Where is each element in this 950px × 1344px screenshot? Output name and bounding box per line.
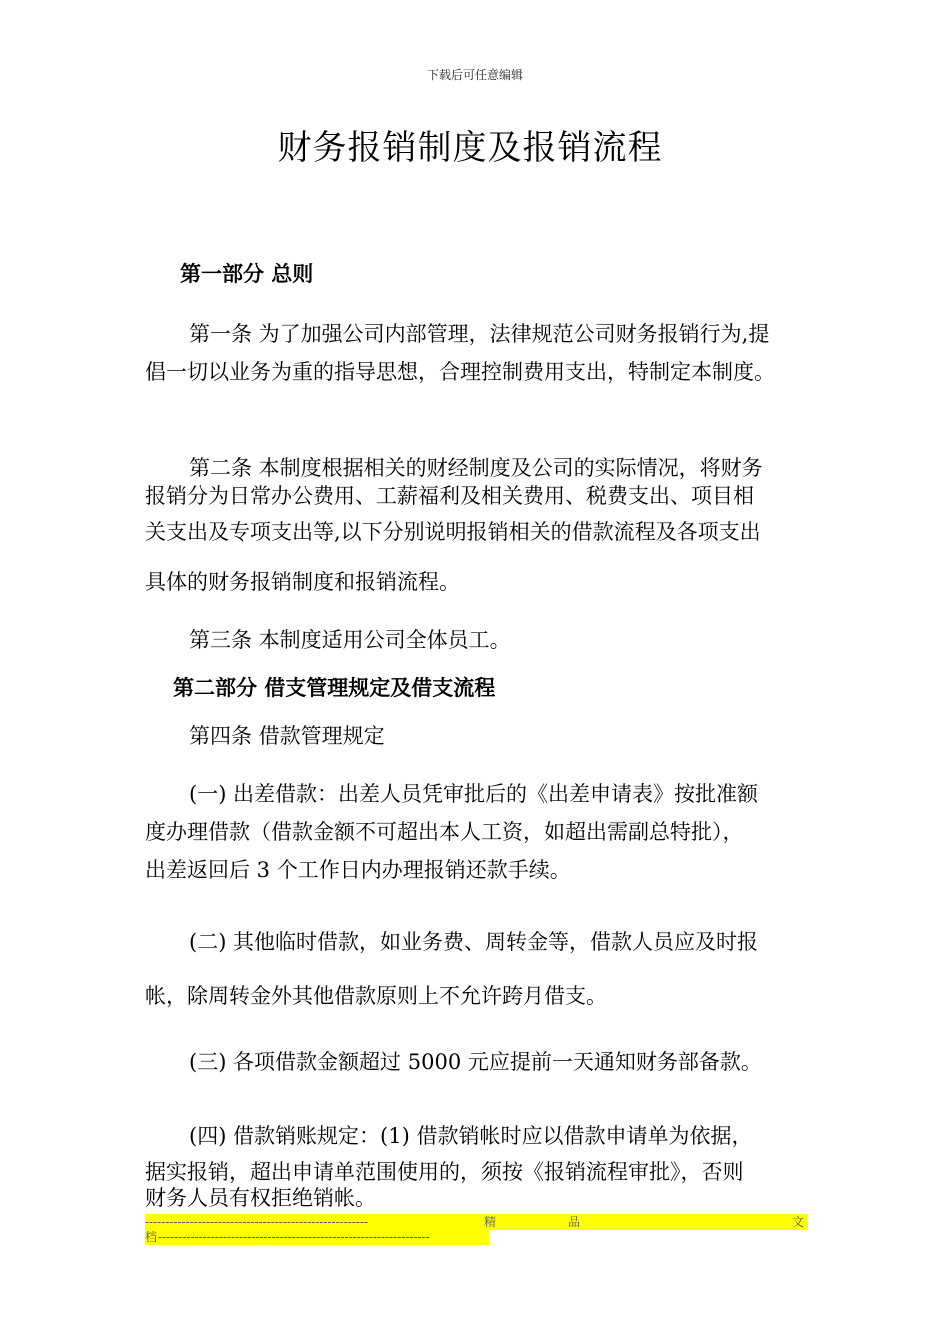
- footer-char-2: 品: [568, 1215, 581, 1229]
- document-title: 财务报销制度及报销流程: [277, 128, 663, 168]
- article-3: 第三条 本制度适用公司全体员工。: [189, 628, 511, 652]
- article-2-line-3: 关支出及专项支出等,以下分别说明报销相关的借款流程及各项支出: [145, 520, 761, 544]
- article-1-line-2: 倡一切以业务为重的指导思想，合理控制费用支出，特制定本制度。: [145, 360, 775, 384]
- footer-char-4: 档: [145, 1230, 158, 1244]
- part-one-heading: 第一部分 总则: [180, 262, 314, 286]
- article-2-line-4: 具体的财务报销制度和报销流程。: [145, 570, 460, 594]
- item-1-line-2: 度办理借款（借款金额不可超出本人工资，如超出需副总特批），: [145, 820, 744, 844]
- article-2-line-2: 报销分为日常办公费用、工薪福利及相关费用、税费支出、项目相: [145, 484, 754, 508]
- item-2-line-2: 帐，除周转金外其他借款原则上不允许跨月借支。: [145, 984, 607, 1008]
- footer-dashes-2: -------------------------------------------------------------------: [158, 1230, 430, 1244]
- item-4-line-2: 据实报销，超出申请单范围使用的，须按《报销流程审批》，否则: [145, 1160, 744, 1184]
- item-2-line-1: (二) 其他临时借款，如业务费、周转金等，借款人员应及时报: [189, 930, 759, 954]
- page-header: 下载后可任意编辑: [426, 68, 523, 82]
- footer-char-1: 精: [484, 1215, 497, 1229]
- article-2-line-1: 第二条 本制度根据相关的财经制度及公司的实际情况，将财务: [189, 456, 763, 480]
- article-4: 第四条 借款管理规定: [189, 724, 385, 748]
- item-1-line-1: (一) 出差借款：出差人员凭审批后的《出差申请表》按批准额: [189, 782, 759, 806]
- item-4-line-3: 财务人员有权拒绝销帐。: [145, 1186, 376, 1210]
- part-two-heading: 第二部分 借支管理规定及借支流程: [173, 676, 496, 700]
- footer-char-3: 文: [792, 1215, 805, 1229]
- footer-dashes-1: -------------------------------------------------------: [145, 1215, 369, 1229]
- item-1-line-3: 出差返回后 3 个工作日内办理报销还款手续。: [145, 858, 571, 882]
- item-4-line-1: (四) 借款销账规定：(1) 借款销帐时应以借款申请单为依据，: [189, 1124, 753, 1148]
- article-1-line-1: 第一条 为了加强公司内部管理，法律规范公司财务报销行为,提: [189, 322, 770, 346]
- item-3-line-1: (三) 各项借款金额超过 5000 元应提前一天通知财务部备款。: [189, 1050, 762, 1074]
